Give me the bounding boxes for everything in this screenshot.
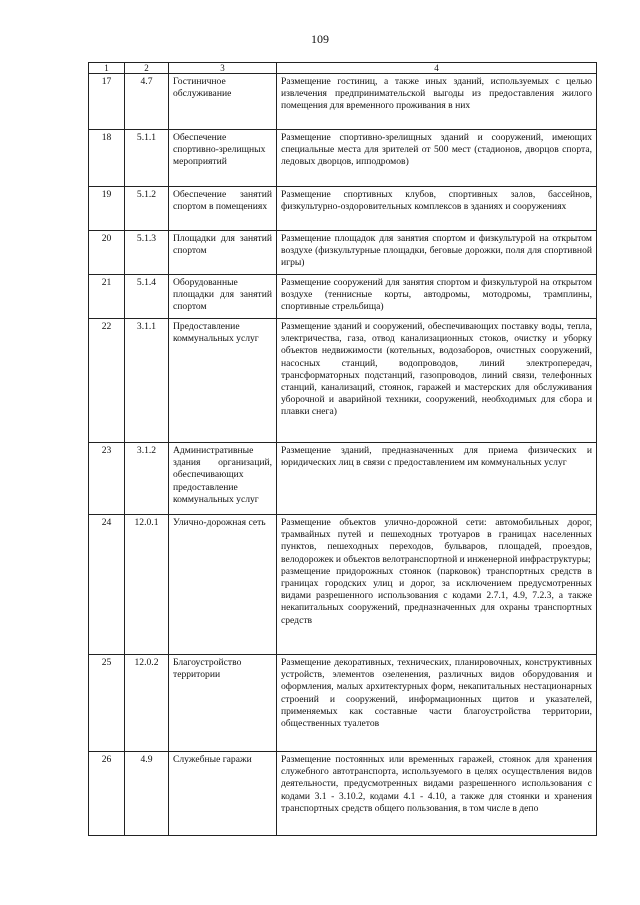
row-description: Размещение спортивных клубов, спортивных залов, бассейнов, физкультурно-оздоровительных комплексов в зданиях и сооружениях — [277, 187, 597, 231]
row-name: Благоустройство территории — [169, 655, 277, 752]
row-description: Размещение спортивно-зрелищных зданий и сооружений, имеющих специальные места для зрителей от 500 мест (стадионов, дворцов спорта, ледовых дворцов, ипподромов) — [277, 130, 597, 187]
row-name: Административные здания организаций, обеспечивающих предоставление коммунальных услуг — [169, 443, 277, 515]
page-number: 109 — [311, 32, 329, 46]
table-row — [89, 231, 597, 275]
table-row — [89, 319, 597, 443]
row-description: Размещение декоративных, технических, планировочных, конструктивных устройств, элементов озеленения, различных видов оборудования и оформления, малых архитектурных форм, некапитальных нестационарных строений и сооружений, информационных щитов и указателей, применяемых как составные части благоустройства территории, общественных туалетов — [277, 655, 597, 752]
table-row — [89, 74, 597, 130]
row-name: Площадки для занятий спортом — [169, 231, 277, 275]
row-description: Размещение постоянных или временных гаражей, стоянок для хранения служебного автотранспорта, используемого в целях осуществления видов деятельности, предусмотренных видами разрешенного использования с кодами 3.1 - 3.10.2, кодами 4.1 - 4.10, а также для стоянки и хранения транспортных средств общего пользования, в том числе в депо — [277, 752, 597, 836]
table-row — [89, 187, 597, 231]
table-row — [89, 752, 597, 836]
row-number: 23 — [89, 443, 125, 515]
table-row — [89, 275, 597, 319]
row-number: 21 — [89, 275, 125, 319]
row-name: Обеспечение спортивно-зрелищных мероприятий — [169, 130, 277, 187]
header-col-3: 3 — [169, 63, 277, 74]
row-code: 5.1.4 — [125, 275, 169, 319]
row-description: Размещение зданий и сооружений, обеспечивающих поставку воды, тепла, электричества, газа, отвод канализационных стоков, очистку и уборку объектов недвижимости (котельных, водозаборов, очистных сооружений, насосных станций, водопроводов, линий электропередач, трансформаторных подстанций, газопроводов, линий связи, телефонных станций, канализаций, стоянок, гаражей и мастерских для обслуживания уборочной и аварийной техники, сооружений, необходимых для сбора и плавки снега) — [277, 319, 597, 443]
row-code: 12.0.1 — [125, 515, 169, 655]
row-name: Служебные гаражи — [169, 752, 277, 836]
row-description-part-1: Размещение объектов улично-дорожной сети: автомобильных дорог, трамвайных путей и пешеходных тротуаров в границах населенных пунктов, пешеходных переходов, бульваров, площадей, проездов, велодорожек и объектов велотранспортной и инженерной инфраструктуры; — [281, 517, 592, 565]
row-name: Гостиничное обслуживание — [169, 74, 277, 130]
header-col-1: 1 — [89, 63, 125, 74]
table-row — [89, 130, 597, 187]
row-number: 25 — [89, 655, 125, 752]
row-number: 24 — [89, 515, 125, 655]
header-col-4: 4 — [277, 63, 597, 74]
row-code: 5.1.3 — [125, 231, 169, 275]
row-code: 3.1.2 — [125, 443, 169, 515]
row-description: Размещение гостиниц, а также иных зданий, используемых с целью извлечения предпринимательской выгоды из предоставления жилого помещения для временного проживания в них — [277, 74, 597, 130]
table-row — [89, 443, 597, 515]
row-number: 18 — [89, 130, 125, 187]
table-header-row — [89, 63, 597, 74]
row-number: 26 — [89, 752, 125, 836]
row-description: Размещение площадок для занятия спортом и физкультурой на открытом воздухе (физкультурные площадки, беговые дорожки, поля для спортивной игры) — [277, 231, 597, 275]
row-name: Улично-дорожная сеть — [169, 515, 277, 655]
row-description-part-2: размещение придорожных стоянок (парковок) транспортных средств в границах городских улиц и дорог, за исключением предусмотренных видами разрешенного использования с кодами 2.7.1, 4.9, 7.2.3, а также некапитальных сооружений, предназначенных для охраны транспортных средств — [281, 565, 592, 626]
row-description: Размещение зданий, предназначенных для приема физических и юридических лиц в связи с предоставлением им коммунальных услуг — [277, 443, 597, 515]
table-row — [89, 515, 597, 655]
row-code: 5.1.1 — [125, 130, 169, 187]
table-row — [89, 655, 597, 752]
row-code: 4.9 — [125, 752, 169, 836]
header-col-2: 2 — [125, 63, 169, 74]
row-number: 22 — [89, 319, 125, 443]
row-name: Предоставление коммунальных услуг — [169, 319, 277, 443]
land-use-table — [88, 62, 597, 836]
row-code: 12.0.2 — [125, 655, 169, 752]
row-number: 20 — [89, 231, 125, 275]
row-name: Обеспечение занятий спортом в помещениях — [169, 187, 277, 231]
row-code: 4.7 — [125, 74, 169, 130]
row-name: Оборудованные площадки для занятий спортом — [169, 275, 277, 319]
row-number: 19 — [89, 187, 125, 231]
row-description: Размещение сооружений для занятия спортом и физкультурой на открытом воздухе (теннисные корты, автодромы, мотодромы, трамплины, спортивные стрельбища) — [277, 275, 597, 319]
row-number: 17 — [89, 74, 125, 130]
row-code: 5.1.2 — [125, 187, 169, 231]
row-description — [277, 515, 597, 655]
row-code: 3.1.1 — [125, 319, 169, 443]
